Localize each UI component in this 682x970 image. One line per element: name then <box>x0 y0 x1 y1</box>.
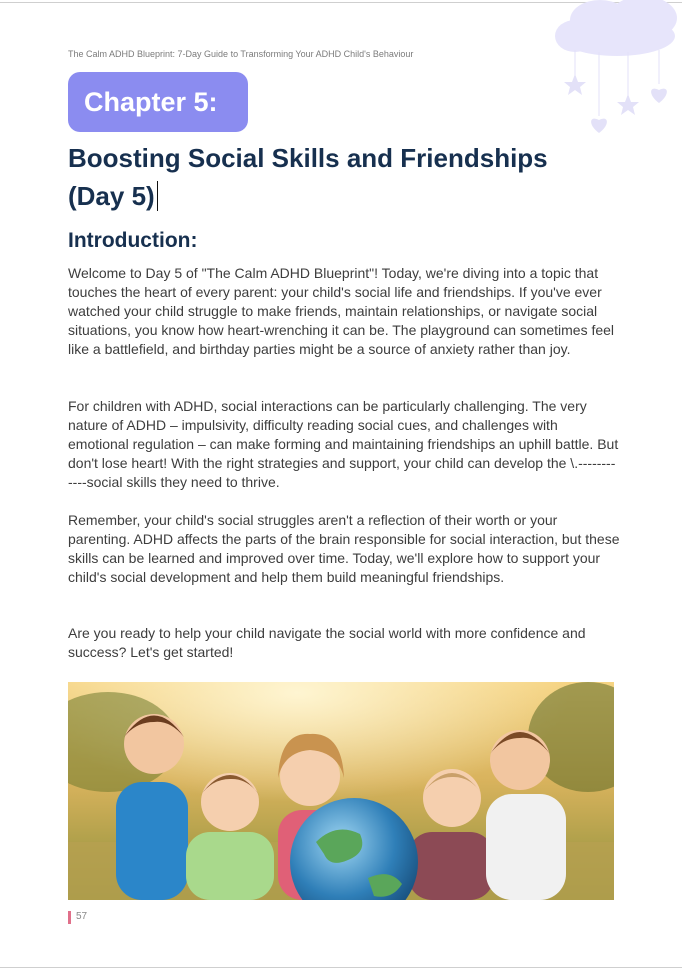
chapter-title-line1: Boosting Social Skills and Friendships <box>68 143 548 173</box>
page-number: 57 <box>76 911 88 922</box>
chapter-title-line2: (Day 5) <box>68 181 155 211</box>
running-header: The Calm ADHD Blueprint: 7-Day Guide to Transforming Your ADHD Child's Behaviour <box>68 49 414 59</box>
child-figure-1 <box>116 714 188 900</box>
cloud-stars-decoration <box>555 0 682 140</box>
intro-paragraph-3: Remember, your child's social struggles aren't a reflection of their worth or your parenting. ADHD affects the parts of the brain responsible for social interaction, but these skills can be learned and improved over time. Today, we'll explore how to support your child's social development and help them build meaningful friendships. <box>68 512 620 585</box>
text-cursor <box>157 181 158 211</box>
intro-paragraph-4: Are you ready to help your child navigate the social world with more confidence and success? Let's get started! <box>68 625 586 660</box>
children-with-globe-photo <box>68 682 614 900</box>
introduction-heading: Introduction: <box>68 229 198 252</box>
intro-paragraph-1: Welcome to Day 5 of "The Calm ADHD Blueprint"! Today, we're diving into a topic that touches the heart of every parent: your child's social life and friendships. If you've ever watched your child struggle to make friends, maintain relationships, or navigate social situations, you know how heart-wrenching it can be. The playground can sometimes feel like a battlefield, and birthday parties might be a source of anxiety rather than joy. <box>68 265 615 357</box>
page-marker <box>68 911 71 924</box>
intro-paragraph-2: For children with ADHD, social interactions can be particularly challenging. The very nature of ADHD – impulsivity, difficulty reading social cues, and challenges with emotional regulation – can make forming and maintaining friendships an uphill battle. But don't lose heart! With the right strategies and support, your child can develop the \.------------social skills they need to thrive. <box>68 398 619 490</box>
bottom-divider <box>0 967 682 968</box>
chapter-badge: Chapter 5: <box>68 72 248 132</box>
chapter-title <box>68 139 628 215</box>
